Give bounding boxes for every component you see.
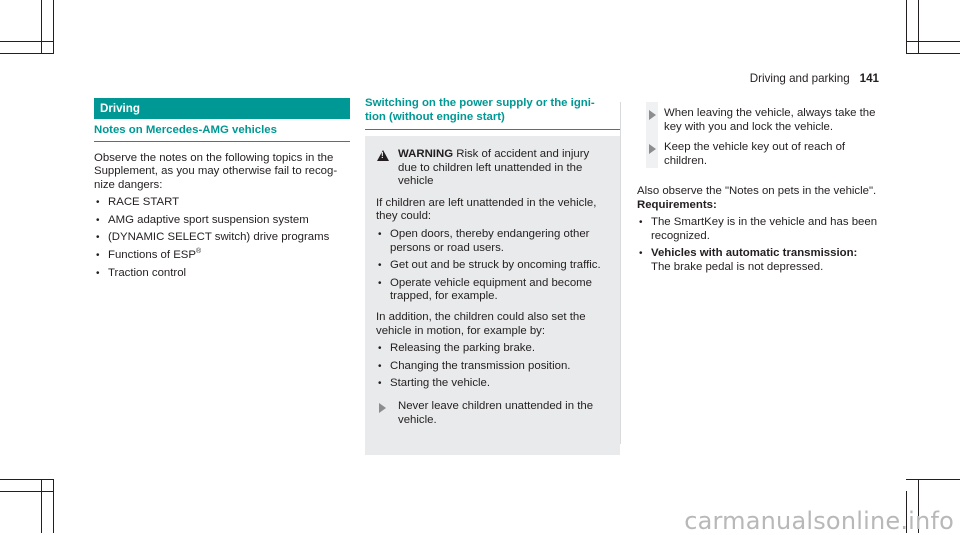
registered-mark: ® xyxy=(196,248,202,256)
warning-text: Risk of accident and injury due to children left unattended in the vehicle xyxy=(398,148,590,188)
requirements-label xyxy=(637,199,887,213)
list-item xyxy=(94,249,350,263)
step-text: When leaving the vehicle, always take the key with you and lock the vehicle. xyxy=(664,107,876,133)
watermark: carmanualsonline.info xyxy=(684,507,954,535)
step-text: Never leave children unattended in the vehicle. xyxy=(398,400,594,426)
crop-mark xyxy=(0,491,54,492)
crop-mark xyxy=(53,0,54,54)
warning-box xyxy=(365,136,620,455)
topics-list xyxy=(94,196,350,280)
crop-mark xyxy=(0,41,54,42)
section-title-bar: Driving xyxy=(94,98,350,119)
column-power-supply xyxy=(365,97,620,455)
step-block xyxy=(637,107,887,175)
requirement-text: The brake pedal is not depressed. xyxy=(651,260,824,273)
warning-triangle-icon xyxy=(377,150,389,161)
crop-mark xyxy=(906,479,960,480)
running-header xyxy=(750,72,879,86)
crop-mark xyxy=(0,479,54,480)
step-text: Keep the vehicle key out of reach of children. xyxy=(664,141,846,167)
crop-mark xyxy=(906,0,907,54)
column-divider xyxy=(620,102,621,444)
requirement-condition: Vehicles with automatic transmission: xyxy=(651,247,858,260)
heading-line: Switching on the power supply or the igni- xyxy=(365,97,595,109)
crop-mark xyxy=(41,0,42,54)
list-item: • Get out and be struck by oncoming traffic. xyxy=(376,259,610,273)
list-item: • RACE START xyxy=(94,196,350,210)
step-arrow-icon xyxy=(649,110,656,120)
requirements-label-text: Requirements: xyxy=(637,198,717,211)
heading-rule xyxy=(94,141,350,142)
list-item: • Changing the transmission position. xyxy=(376,360,610,374)
crop-mark xyxy=(41,479,42,533)
step-arrow-icon xyxy=(379,403,386,413)
heading-rule xyxy=(365,129,620,130)
heading-line: tion (without engine start) xyxy=(365,110,505,123)
column-driving xyxy=(94,98,350,280)
esp-label: Functions of ESP xyxy=(108,249,197,262)
warning-body-2: In addition, the children could also set the vehicle in motion, for example by: xyxy=(376,310,586,337)
intro-paragraph: Observe the notes on the following topics in the Supplement, as you may otherwise fail to recognize dangers: xyxy=(94,151,338,191)
step-arrow-icon xyxy=(649,144,656,154)
motion-list xyxy=(376,342,610,391)
warning-heading xyxy=(376,145,610,189)
requirements-list xyxy=(637,216,887,274)
header-section-title: Driving and parking xyxy=(749,72,850,85)
heading-amg-notes: Notes on Mercedes-AMG vehicles xyxy=(94,124,277,136)
list-item: • Traction control xyxy=(94,267,350,281)
list-item: • (DYNAMIC SELECT switch) drive programs xyxy=(94,231,350,245)
page-number: 141 xyxy=(859,72,879,85)
list-item: • Operate vehicle equipment and become trapped, for example. xyxy=(376,277,610,304)
crop-mark xyxy=(918,0,919,54)
crop-mark xyxy=(906,53,960,54)
list-item xyxy=(637,247,887,274)
warning-body: If children are left unattended in the vehicle, they could: xyxy=(376,196,597,223)
list-item: • Starting the vehicle. xyxy=(376,377,610,391)
list-item: • The SmartKey is in the vehicle and has been recognized. xyxy=(637,216,887,243)
heading-power-supply xyxy=(365,97,620,124)
crop-mark xyxy=(53,479,54,533)
column-continued xyxy=(637,107,887,275)
list-item: • AMG adaptive sport suspension system xyxy=(94,214,350,228)
crop-mark xyxy=(906,41,960,42)
crop-mark xyxy=(0,53,54,54)
warning-label: WARNING xyxy=(398,148,454,160)
risk-list xyxy=(376,228,610,304)
note-paragraph: Also observe the "Notes on pets in the vehicle". xyxy=(637,185,877,197)
list-item: • Releasing the parking brake. xyxy=(376,342,610,356)
list-item: • Open doors, thereby endangering other persons or road users. xyxy=(376,228,610,255)
